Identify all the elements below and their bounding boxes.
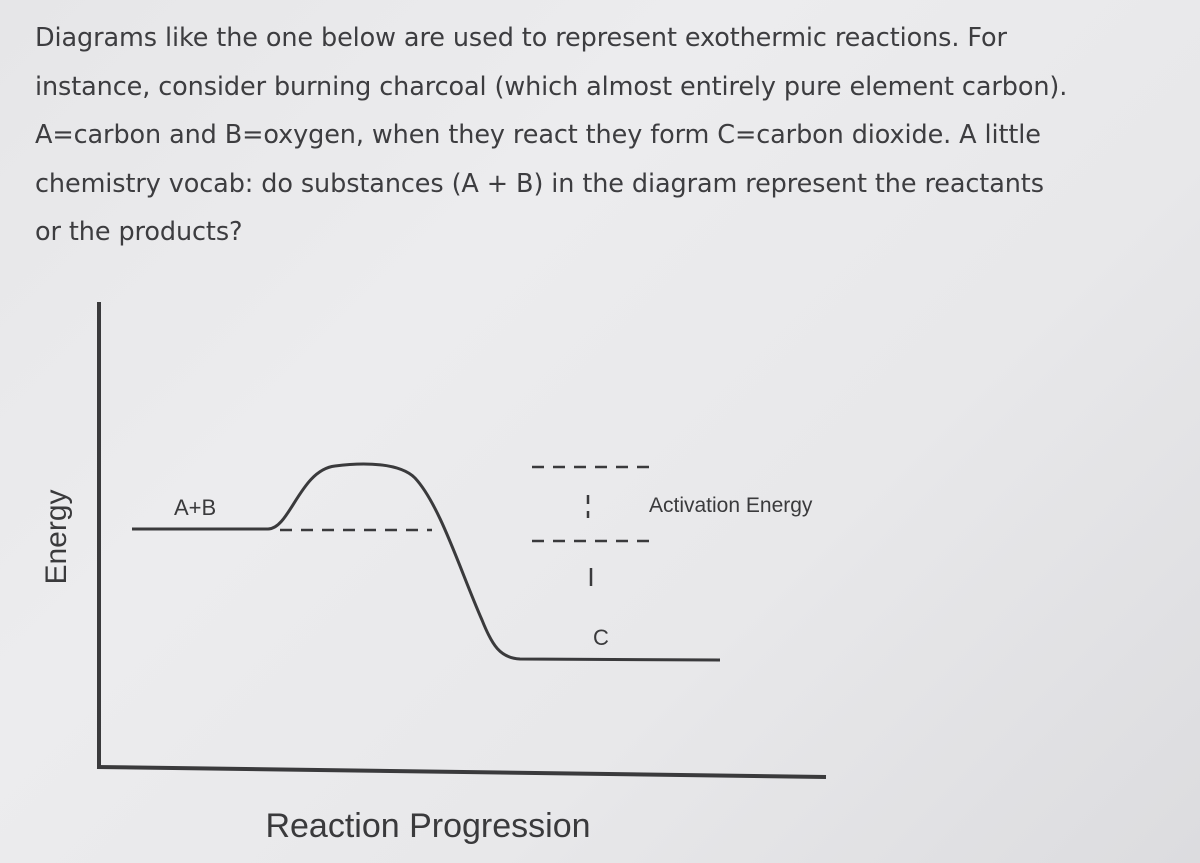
x-axis-label: Reaction Progression [265, 807, 591, 845]
activation-energy-label: Activation Energy [649, 494, 813, 517]
reactant-label: A+B [174, 495, 217, 520]
energy-curve [132, 464, 720, 660]
x-axis [97, 767, 826, 777]
y-axis-label: Energy [40, 489, 73, 585]
product-label: C [593, 625, 609, 650]
question-text: Diagrams like the one below are used to represent exothermic reactions. For instance, consider burning charcoal (which almost entirely pure element carbon). A=carbon and B=oxygen, when they react they form C=carbon dioxide. A little chemistry vocab: do substances (A + B) in the diagram represent the reactants or the products? [35, 23, 1068, 247]
